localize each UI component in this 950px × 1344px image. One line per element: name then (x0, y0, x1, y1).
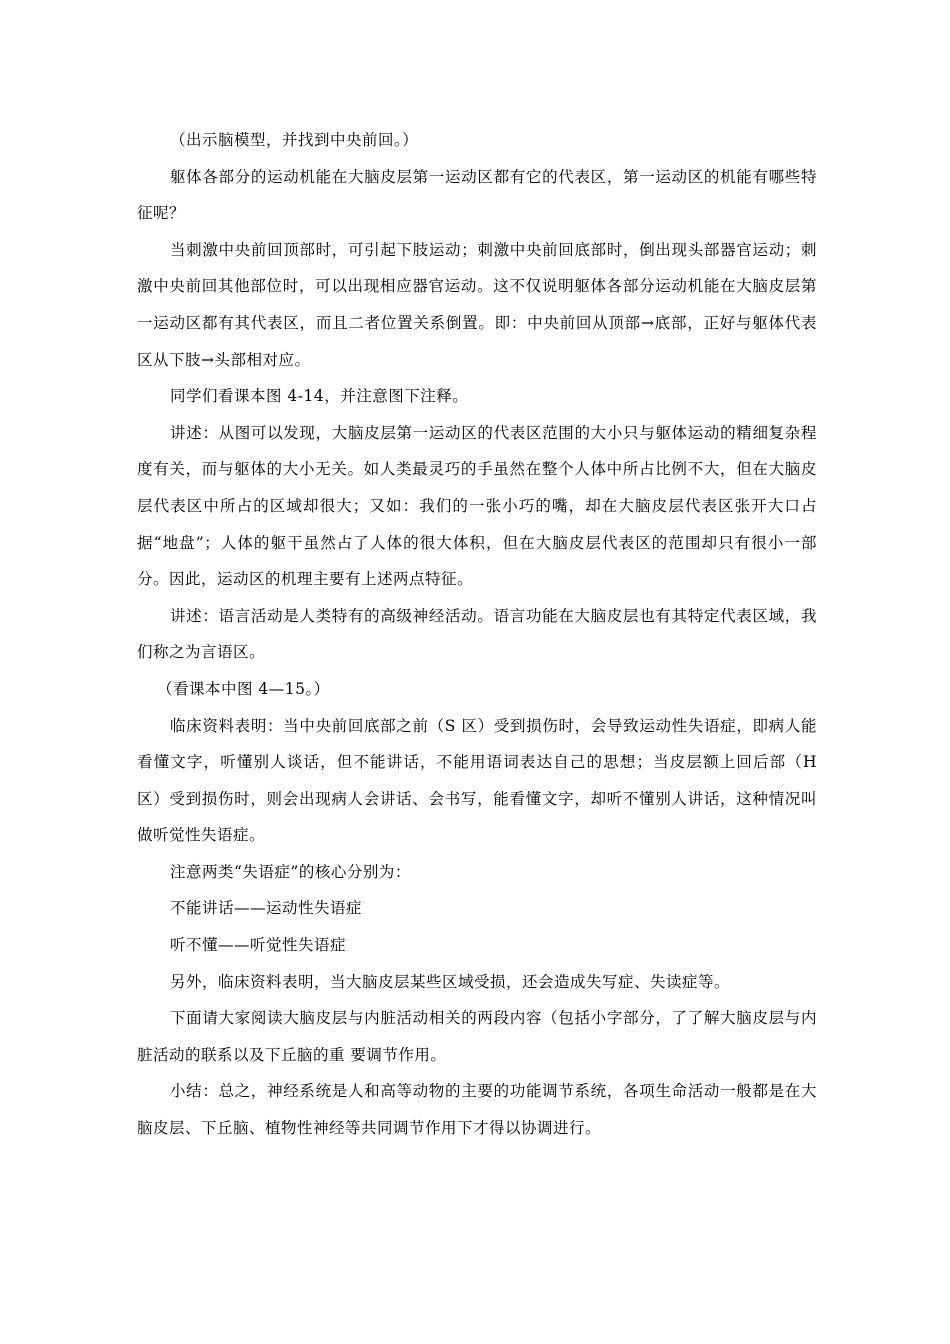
paragraph-see-figure-4-14: 同学们看课本图 4-14，并注意图下注释。 (170, 387, 469, 406)
paragraph-motor-aphasia: 不能讲话——运动性失语症 (170, 899, 363, 918)
paragraph-stimulation-results: 当刺激中央前回顶部时，可引起下肢运动；刺激中央前回底部时，倒出现头部器官运动；刺激中央前回其他部位时，可以出现相应器官运动。这不仅说明躯体各部分运动机能在大脑皮层第一运动区都有其代表区，而且二者位置关系倒置。即：中央前回从顶部→底部，正好与躯体代表区从下肢→头部相对应。 (137, 240, 817, 369)
paragraph-language-area: 讲述：语言活动是人类特有的高级神经活动。语言功能在大脑皮层也有其特定代表区域，我们称之为言语区。 (137, 606, 817, 662)
paragraph-sensory-aphasia: 听不懂——听觉性失语症 (170, 936, 347, 955)
paragraph-other-disorders: 另外，临床资料表明，当大脑皮层某些区域受损，还会造成失写症、失读症等。 (170, 972, 731, 991)
document-body (137, 122, 817, 1147)
paragraph-see-figure-4-15: （看课本中图 4—15。） (157, 679, 330, 698)
paragraph-summary: 小结：总之，神经系统是人和高等动物的主要的功能调节系统，各项生命活动一般都是在大脑皮层、下丘脑、植物性神经等共同调节作用下才得以协调进行。 (137, 1082, 817, 1138)
paragraph-aphasia-note: 注意两类“失语症”的核心分别为： (170, 862, 411, 881)
paragraph-brain-model: （出示脑模型，并找到中央前回。） (170, 131, 419, 149)
paragraph-visceral-reading: 下面请大家阅读大脑皮层与内脏活动相关的两段内容（包括小字部分，了了解大脑皮层与内脏活动的联系以及下丘脑的重 要调节作用。 (137, 1009, 817, 1064)
paragraph-motor-area-question: 躯体各部分的运动机能在大脑皮层第一运动区都有它的代表区，第一运动区的机能有哪些特征呢？ (137, 167, 817, 223)
paragraph-aphasia-clinical: 临床资料表明：当中央前回底部之前（S 区）受到损伤时，会导致运动性失语症，即病人能看懂文字，听懂别人谈话，但不能讲话，不能用语词表达自己的思想；当皮层额上回后部（H 区）受到损伤时，则会出现病人会讲话、会书写，能看懂文字，却听不懂别人讲话，这种情况叫做听觉性失语症。 (137, 716, 817, 845)
paragraph-representation-size: 讲述：从图可以发现，大脑皮层第一运动区的代表区范围的大小只与躯体运动的精细复杂程度有关，而与躯体的大小无关。如人类最灵巧的手虽然在整个人体中所占比例不大，但在大脑皮层代表区中所占的区域却很大；又如：我们的一张小巧的嘴，却在大脑皮层代表区张开大口占据“地盘”；人体的躯干虽然占了人体的很大体积，但在大脑皮层代表区的范围却只有很小一部分。因此，运动区的机理主要有上述两点特征。 (137, 423, 817, 589)
